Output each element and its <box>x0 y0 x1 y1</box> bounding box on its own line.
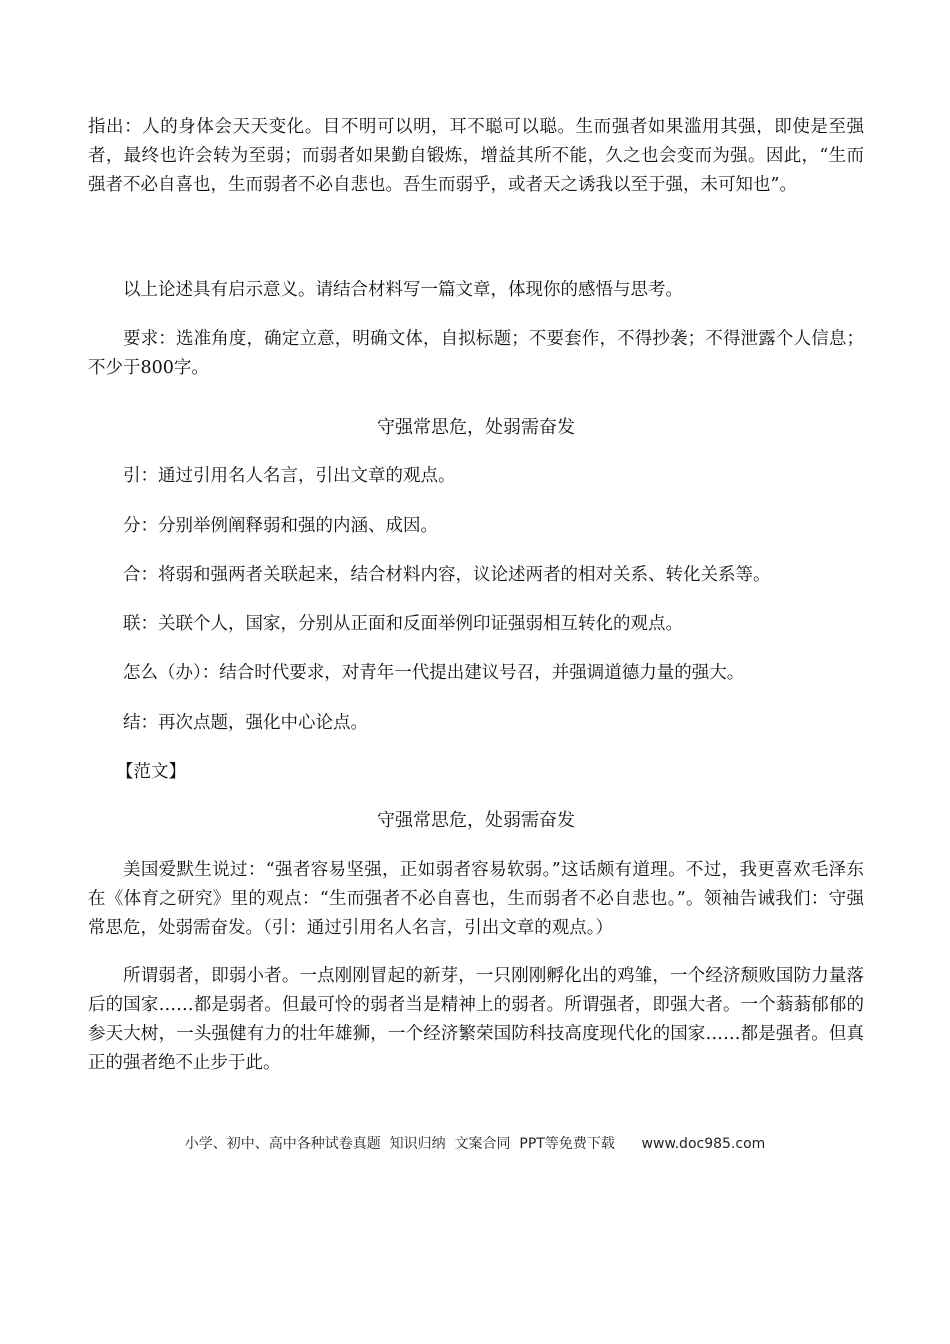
page-footer: 小学、初中、高中各种试卷真题 知识归纳 文案合同 PPT等免费下载 www.doc985.com <box>184 1136 766 1152</box>
material-paragraph-1: 指出：人的身体会天天变化。目不明可以明，耳不聪可以聪。生而强者如果滥用其强，即使是至强者，最终也许会转为至弱；而弱者如果勤自锻炼，增益其所不能，久之也会变而为强。因此，“生而强者不必自喜也，生而弱者不必自悲也。吾生而弱乎，或者天之诱我以至于强，未可知也”。 <box>88 117 864 195</box>
outline-item-divide: 分：分别举例阐释弱和强的内涵、成因。 <box>123 516 438 536</box>
outline-item-intro: 引：通过引用名人名言，引出文章的观点。 <box>123 466 456 486</box>
material-paragraph-2: 以上论述具有启示意义。请结合材料写一篇文章，体现你的感悟与思考。 <box>123 280 683 300</box>
sample-paragraph-1: 美国爱默生说过：“强者容易坚强，正如弱者容易软弱。”这话颇有道理。不过，我更喜欢毛泽东在《体育之研究》里的观点：“生而强者不必自喜也，生而弱者不必自悲也。”。领袖告诫我们：守强常思危，处弱需奋发。（引：通过引用名人名言，引出文章的观点。） <box>88 860 864 938</box>
outline-item-connect: 联：关联个人，国家，分别从正面和反面举例印证强弱相互转化的观点。 <box>123 614 683 634</box>
material-paragraph-3: 要求：选准角度，确定立意，明确文体，自拟标题；不要套作，不得抄袭；不得泄露个人信息；不少于800字。 <box>88 329 864 378</box>
sample-paragraph-2: 所谓弱者，即弱小者。一点刚刚冒起的新芽，一只刚刚孵化出的鸡雏，一个经济颓败国防力量落后的国家……都是弱者。但最可怜的弱者当是精神上的弱者。所谓强者，即强大者。一个蓊蓊郁郁的参天大树，一头强健有力的壮年雄狮，一个经济繁荣国防科技高度现代化的国家……都是强者。但真正的强者绝不止步于此。 <box>88 966 864 1073</box>
outline-item-how: 怎么（办）：结合时代要求，对青年一代提出建议号召，并强调道德力量的强大。 <box>123 663 745 683</box>
outline-item-combine: 合：将弱和强两者关联起来，结合材料内容，议论述两者的相对关系、转化关系等。 <box>123 565 771 585</box>
sample-label: 【范文】 <box>116 762 186 782</box>
outline-item-conclusion: 结：再次点题，强化中心论点。 <box>123 713 368 733</box>
outline-title: 守强常思危，处弱需奋发 <box>377 417 575 438</box>
sample-title: 守强常思危，处弱需奋发 <box>377 810 575 831</box>
